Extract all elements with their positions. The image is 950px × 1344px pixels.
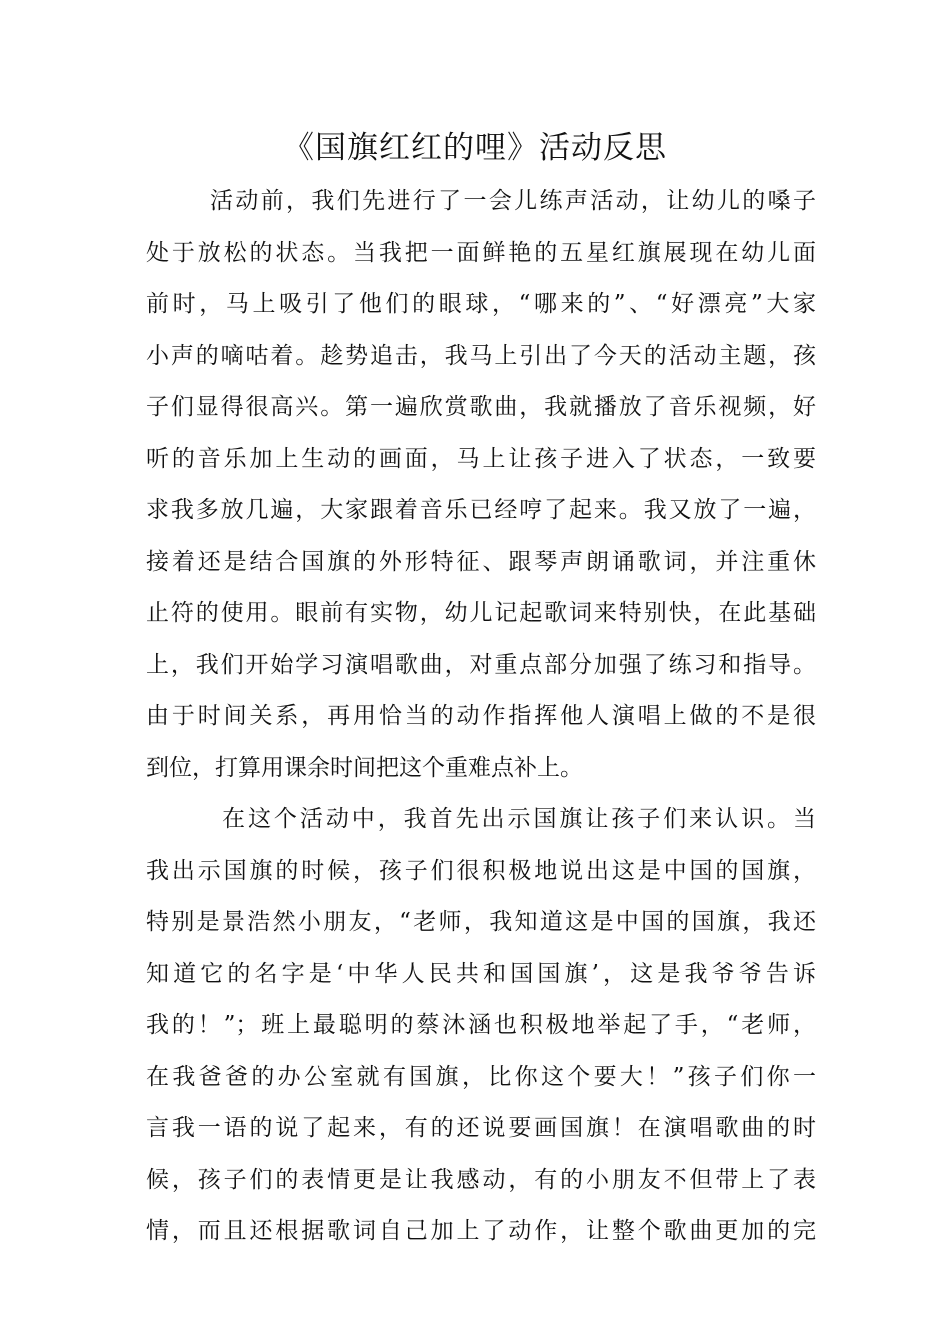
paragraph-line: 子们显得很高兴。第一遍欣赏歌曲，我就播放了音乐视频，好 [146, 394, 816, 420]
paragraph-line: 我的！”；班上最聪明的蔡沐涵也积极地举起了手，“老师， [146, 1012, 816, 1038]
paragraph-line: 情，而且还根据歌词自己加上了动作，让整个歌曲更加的完 [146, 1218, 816, 1244]
paragraph-line: 候，孩子们的表情更是让我感动，有的小朋友不但带上了表 [146, 1166, 816, 1193]
paragraph-2 [146, 794, 816, 1258]
paragraph-line: 我出示国旗的时候，孩子们很积极地说出这是中国的国旗， [146, 857, 816, 884]
paragraph-1 [146, 176, 816, 794]
document-title: 《国旗红红的哩》活动反思 [283, 130, 667, 166]
paragraph-line: 前时，马上吸引了他们的眼球，“哪来的”、“好漂亮”大家 [146, 291, 816, 317]
paragraph-line: 言我一语的说了起来，有的还说要画国旗！在演唱歌曲的时 [146, 1115, 816, 1141]
paragraph-line: 止符的使用。眼前有实物，幼儿记起歌词来特别快，在此基础 [146, 600, 816, 626]
paragraph-line: 在我爸爸的办公室就有国旗，比你这个要大！”孩子们你一 [146, 1063, 816, 1090]
paragraph-line: 上，我们开始学习演唱歌曲，对重点部分加强了练习和指导。 [146, 651, 816, 678]
paragraph-line: 特别是景浩然小朋友，“老师，我知道这是中国的国旗，我还 [146, 909, 816, 935]
paragraph-line: 处于放松的状态。当我把一面鲜艳的五星红旗展现在幼儿面 [146, 239, 816, 266]
paragraph-line: 求我多放几遍，大家跟着音乐已经哼了起来。我又放了一遍， [146, 497, 816, 523]
paragraph-line: 由于时间关系，再用恰当的动作指挥他人演唱上做的不是很 [146, 703, 816, 729]
document-body [146, 176, 816, 1258]
paragraph-line: 活动前，我们先进行了一会儿练声活动，让幼儿的嗓子 [210, 188, 816, 214]
paragraph-line: 到位，打算用课余时间把这个重难点补上。 [146, 754, 583, 781]
paragraph-line: 小声的嘀咕着。趁势追击，我马上引出了今天的活动主题，孩 [146, 342, 816, 369]
paragraph-line: 知道它的名字是‘中华人民共和国国旗’，这是我爷爷告诉 [146, 960, 816, 987]
paragraph-line: 接着还是结合国旗的外形特征、跟琴声朗诵歌词，并注重休 [146, 548, 816, 575]
paragraph-line: 在这个活动中，我首先出示国旗让孩子们来认识。当 [222, 806, 816, 832]
paragraph-line: 听的音乐加上生动的画面，马上让孩子进入了状态，一致要 [146, 445, 816, 472]
